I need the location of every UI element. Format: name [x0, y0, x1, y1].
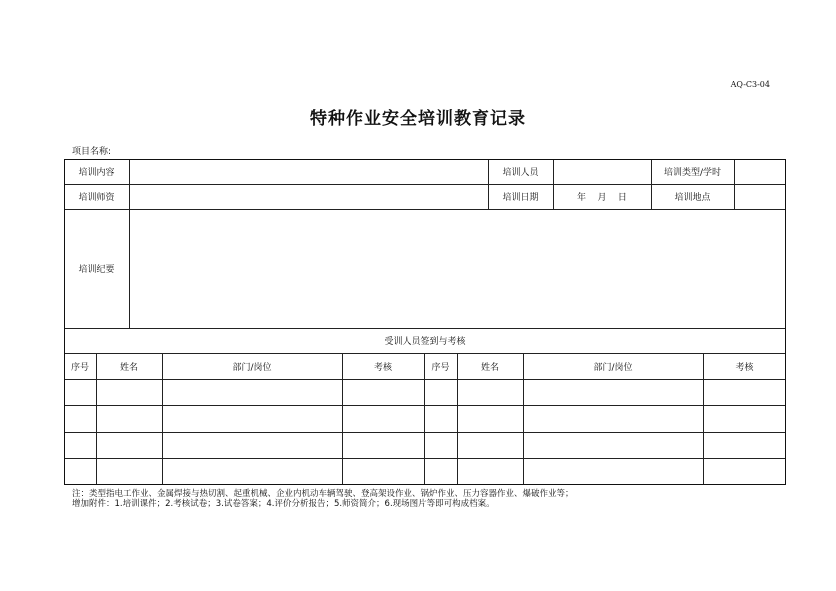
table-row[interactable]	[64, 458, 786, 485]
grid-line	[64, 328, 786, 329]
grid-line	[488, 159, 489, 209]
col-header-no-right: 序号	[431, 362, 450, 373]
grid-line	[424, 353, 425, 485]
training-place-field[interactable]	[734, 184, 786, 209]
table-row[interactable]	[64, 379, 786, 405]
training-record-table	[64, 159, 786, 485]
grid-line	[64, 458, 786, 459]
grid-line	[64, 184, 786, 185]
training-date-label: 培训日期	[502, 193, 539, 203]
trainee-field[interactable]	[553, 159, 651, 184]
col-header-assess-right: 考核	[735, 362, 754, 373]
notes	[72, 489, 574, 509]
grid-line	[64, 353, 786, 354]
grid-line	[162, 353, 163, 485]
table-row[interactable]	[64, 432, 786, 458]
grid-line	[553, 159, 554, 209]
col-header-dept-left: 部门/岗位	[232, 362, 272, 373]
trainee-label: 培训人员	[502, 168, 539, 178]
training-summary-field[interactable]	[129, 209, 786, 328]
grid-line	[129, 159, 130, 328]
training-date-field[interactable]: 年 月 日	[577, 193, 627, 203]
col-header-no-left: 序号	[70, 362, 89, 373]
col-header-name-left: 姓名	[119, 362, 138, 373]
signin-section-title: 受训人员签到与考核	[384, 337, 466, 347]
grid-line	[64, 405, 786, 406]
project-name-label: 项目名称:	[72, 147, 112, 157]
grid-line	[64, 432, 786, 433]
grid-line	[96, 353, 97, 485]
table-row[interactable]	[64, 405, 786, 432]
training-content-label: 培训内容	[78, 168, 115, 178]
trainer-label: 培训师资	[78, 193, 115, 203]
training-place-label: 培训地点	[674, 193, 711, 203]
note-attachment-line: 增加附件：1.培训课件；2.考核试卷；3.试卷答案；4.评价分析报告；5.师资简介；6.现场图片等即可构成档案。	[72, 499, 495, 509]
page-title: 特种作业安全培训教育记录	[310, 109, 526, 129]
col-header-dept-right: 部门/岗位	[593, 362, 633, 373]
training-summary-label: 培训纪要	[78, 265, 115, 275]
grid-line	[703, 353, 704, 485]
grid-line	[457, 353, 458, 485]
col-header-assess-left: 考核	[373, 362, 392, 373]
grid-line	[342, 353, 343, 485]
form-code: AQ-C3-04	[730, 80, 770, 89]
grid-line	[64, 379, 786, 380]
training-type-field[interactable]	[734, 159, 786, 184]
training-type-label: 培训类型/学时	[663, 168, 722, 178]
grid-line	[523, 353, 524, 485]
grid-line	[734, 159, 735, 209]
grid-line	[651, 159, 652, 209]
training-content-field[interactable]	[129, 159, 488, 184]
col-header-name-right: 姓名	[480, 362, 499, 373]
trainer-field[interactable]	[129, 184, 488, 209]
note-type-line: 注：类型指电工作业、金属焊接与热切割、起重机械、企业内机动车辆驾驶、登高架设作业、锅炉作业、压力容器作业、爆破作业等；	[72, 489, 574, 499]
grid-line	[64, 209, 786, 210]
